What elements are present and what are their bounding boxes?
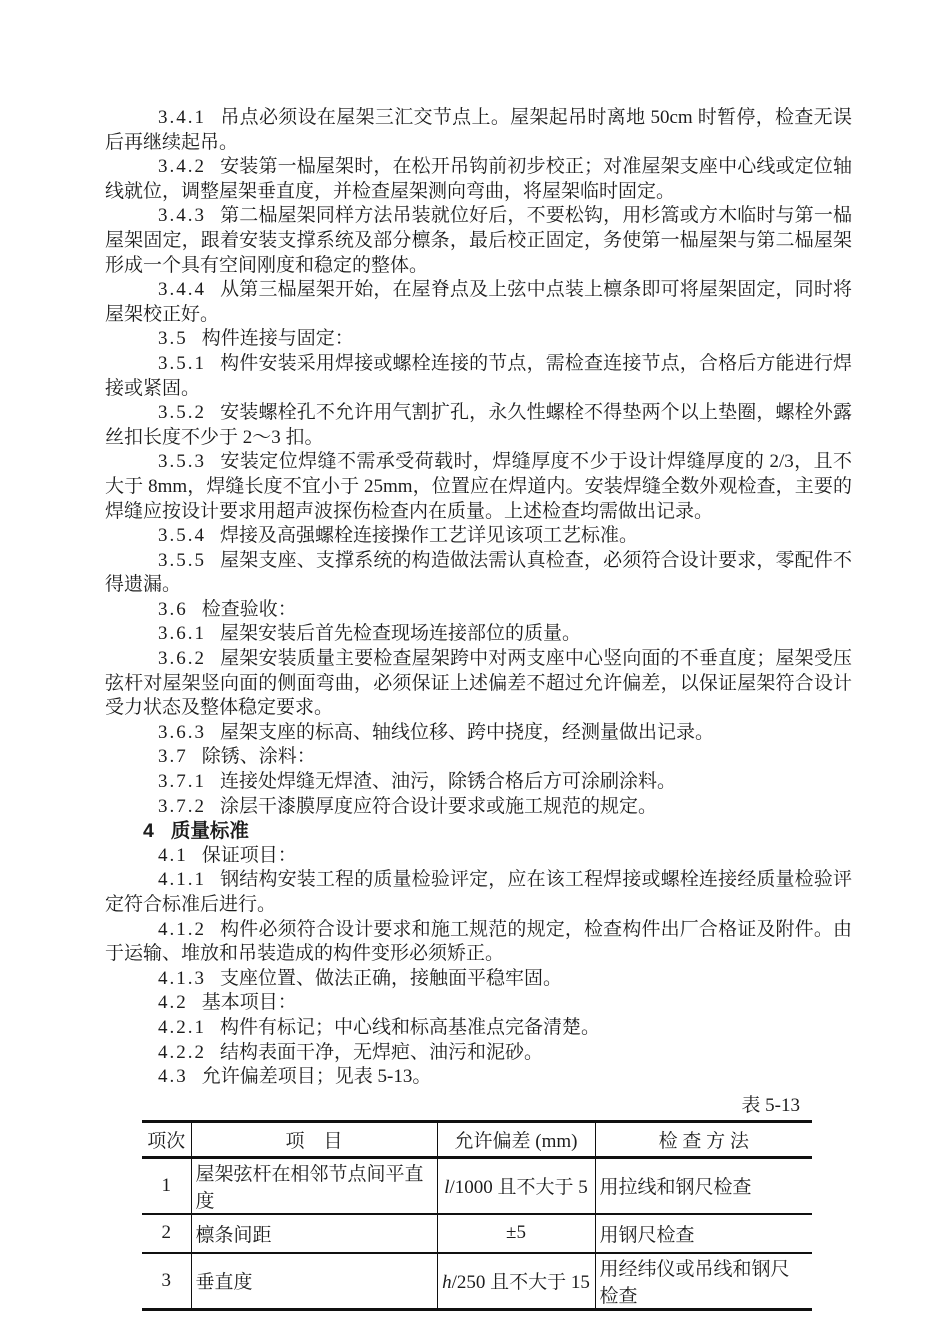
- cell-item-no: 2: [142, 1214, 191, 1253]
- paragraph-4.1.3: [105, 967, 852, 992]
- paragraph-text: 连接处焊缝无焊渣、油污，除锈合格后方可涂刷涂料。: [220, 771, 677, 793]
- paragraph-number: 4.1.1: [158, 869, 206, 891]
- paragraph-text: 钢结构安装工程的质量检验评定，应在该工程焊接或螺栓连接经质量检验评定符合标准后进行。: [105, 869, 852, 915]
- paragraph-text: 屋架安装后首先检查现场连接部位的质量。: [220, 623, 582, 645]
- paragraph-3.5.4: [105, 524, 852, 549]
- tolerance-table-section: [142, 1094, 812, 1311]
- paragraph-number: 3.7.2: [158, 795, 206, 817]
- paragraph-3.6.2: [105, 647, 852, 721]
- paragraph-number: 4.1: [158, 844, 188, 866]
- cell-deviation: h/250 且不大于 15: [437, 1253, 595, 1310]
- paragraph-text: 第二榀屋架同样方法吊装就位好后，不要松钩，用杉篙或方木临时与第一榀屋架固定，跟着安装支撑系统及部分檩条，最后校正固定，务使第一榀屋架与第二榀屋架形成一个具有空间刚度和稳定的整体。: [105, 205, 852, 276]
- paragraph-text: 安装螺栓孔不允许用气割扩孔，永久性螺栓不得垫两个以上垫圈，螺栓外露丝扣长度不少于 2～3 扣。: [105, 402, 852, 448]
- cell-deviation: l/1000 且不大于 5: [437, 1157, 595, 1214]
- paragraph-3.5.3: [105, 450, 852, 524]
- paragraph-text: 检查验收：: [201, 598, 297, 620]
- paragraph-3.4.2: [105, 155, 852, 204]
- paragraph-number: 3.4.4: [158, 279, 206, 301]
- paragraph-text: 吊点必须设在屋架三汇交节点上。屋架起吊时离地 50cm 时暂停，检查无误后再继续起吊。: [105, 107, 852, 153]
- paragraph-number: 3.7: [158, 746, 188, 768]
- paragraph-number: 3.4.1: [158, 107, 206, 128]
- paragraph-number: 3.4.2: [158, 156, 206, 178]
- paragraph-number: 3.5.5: [158, 549, 206, 571]
- cell-item: 屋架弦杆在相邻节点间平直度: [191, 1157, 437, 1214]
- cell-item-no: 3: [142, 1253, 191, 1310]
- paragraph-4.1: [105, 844, 852, 869]
- paragraph-number: 4.2: [158, 992, 188, 1014]
- paragraph-text: 涂层干漆膜厚度应符合设计要求或施工规范的规定。: [220, 795, 658, 817]
- paragraph-number: 3.5.3: [158, 451, 206, 473]
- paragraph-3.5.5: [105, 549, 852, 598]
- table-body: [142, 1157, 812, 1309]
- paragraph-3.6.3: [105, 721, 852, 746]
- paragraph-number: 4: [143, 820, 155, 843]
- paragraph-4.1.2: [105, 918, 852, 967]
- paragraph-4.3: [105, 1065, 852, 1090]
- paragraph-text: 屋架安装质量主要检查屋架跨中对两支座中心竖向面的不垂直度；屋架受压弦杆对屋架竖向面的侧面弯曲，必须保证上述偏差不超过允许偏差，以保证屋架符合设计受力状态及整体稳定要求。: [105, 648, 852, 719]
- paragraph-text: 焊接及高强螺栓连接操作工艺详见该项工艺标准。: [220, 525, 639, 547]
- deviation-variable: h: [442, 1272, 452, 1294]
- tolerance-table: [142, 1120, 812, 1311]
- paragraph-text: 基本项目：: [201, 992, 297, 1014]
- paragraph-3.7.1: [105, 770, 852, 795]
- table-header-row: [142, 1121, 812, 1157]
- cell-deviation: ±5: [437, 1214, 595, 1253]
- table-header-item: 项 目: [191, 1121, 437, 1157]
- paragraph-text: 屋架支座的标高、轴线位移、跨中挠度，经测量做出记录。: [220, 721, 715, 743]
- cell-method: 用拉线和钢尺检查: [595, 1157, 812, 1214]
- table-header-item-no: 项次: [142, 1121, 191, 1157]
- paragraph-text: 屋架支座、支撑系统的构造做法需认真检查，必须符合设计要求，零配件不得遗漏。: [105, 549, 852, 596]
- cell-method: 用经纬仪或吊线和钢尺检查: [595, 1253, 812, 1310]
- paragraph-number: 3.5.2: [158, 402, 206, 424]
- paragraph-number: 4.3: [158, 1066, 188, 1088]
- paragraph-text: 构件安装采用焊接或螺栓连接的节点，需检查连接节点，合格后方能进行焊接或紧固。: [105, 352, 852, 399]
- table-row: [142, 1253, 812, 1310]
- paragraph-text: 支座位置、做法正确，接触面平稳牢固。: [220, 967, 563, 989]
- paragraph-3.4.4: [105, 278, 852, 327]
- cell-method: 用钢尺检查: [595, 1214, 812, 1253]
- table-header-row-inner: [142, 1121, 812, 1157]
- paragraph-text: 安装定位焊缝不需承受荷载时，焊缝厚度不少于设计焊缝厚度的 2/3，且不大于 8mm，焊缝长度不宜小于 25mm，位置应在焊道内。安装焊缝全数外观检查，主要的焊缝应按设计要求用超声波探伤检查内在质量。上述检查均需做出记录。: [105, 451, 852, 522]
- paragraph-3.7: [105, 745, 852, 770]
- paragraph-number: 4.2.1: [158, 1016, 206, 1038]
- cell-item: 檩条间距: [191, 1214, 437, 1253]
- paragraph-number: 4.1.3: [158, 967, 206, 989]
- paragraph-number: 3.6.2: [158, 648, 206, 670]
- paragraph-3.5.2: [105, 401, 852, 450]
- paragraph-text: 构件必须符合设计要求和施工规范的规定，检查构件出厂合格证及附件。由于运输、堆放和吊装造成的构件变形必须矫正。: [105, 918, 852, 965]
- paragraph-text: 构件连接与固定：: [201, 328, 354, 350]
- paragraph-number: 3.5: [158, 328, 188, 350]
- paragraph-3.4.1: [105, 106, 852, 155]
- paragraph-number: 3.7.1: [158, 771, 206, 793]
- paragraph-text: 质量标准: [170, 820, 249, 843]
- paragraph-3.5: [105, 327, 852, 352]
- cell-item: 垂直度: [191, 1253, 437, 1310]
- paragraph-3.7.2: [105, 795, 852, 820]
- paragraph-text: 保证项目：: [201, 844, 297, 866]
- paragraph-number: 3.4.3: [158, 205, 206, 227]
- paragraph-text: 构件有标记；中心线和标高基准点完备清楚。: [220, 1016, 601, 1038]
- paragraph-number: 3.5.1: [158, 352, 206, 374]
- document-body: [105, 106, 852, 1090]
- paragraph-4.1.1: [105, 868, 852, 917]
- paragraph-number: 3.6.1: [158, 623, 206, 645]
- paragraph-4.2.1: [105, 1016, 852, 1041]
- paragraph-number: 4.1.2: [158, 918, 206, 940]
- paragraph-number: 3.5.4: [158, 525, 206, 547]
- table-header-allowable-deviation: 允许偏差 (mm): [437, 1121, 595, 1157]
- paragraph-text: 安装第一榀屋架时，在松开吊钩前初步校正；对准屋架支座中心线或定位轴线就位，调整屋架垂直度，并检查屋架测向弯曲，将屋架临时固定。: [105, 156, 852, 202]
- cell-item-no: 1: [142, 1157, 191, 1214]
- table-row: [142, 1214, 812, 1253]
- paragraph-number: 3.6.3: [158, 721, 206, 743]
- paragraph-number: 3.6: [158, 598, 188, 620]
- paragraph-4.2: [105, 991, 852, 1016]
- paragraph-text: 结构表面干净，无焊疤、油污和泥砂。: [220, 1041, 544, 1063]
- paragraph-text: 除锈、涂料：: [201, 746, 316, 768]
- paragraph-text: 允许偏差项目；见表 5-13。: [201, 1066, 432, 1088]
- deviation-variable: l: [444, 1177, 450, 1199]
- paragraph-3.5.1: [105, 352, 852, 401]
- section-heading-4: [105, 819, 852, 844]
- paragraph-number: 4.2.2: [158, 1041, 206, 1063]
- table-header-inspection-method: 检 查 方 法: [595, 1121, 812, 1157]
- paragraph-3.6.1: [105, 622, 852, 647]
- paragraph-3.4.3: [105, 204, 852, 278]
- paragraph-text: 从第三榀屋架开始，在屋脊点及上弦中点装上檩条即可将屋架固定，同时将屋架校正好。: [105, 279, 852, 325]
- paragraph-3.6: [105, 598, 852, 623]
- table-row: [142, 1157, 812, 1214]
- paragraph-4.2.2: [105, 1041, 852, 1066]
- table-caption: 表 5-13: [741, 1094, 800, 1116]
